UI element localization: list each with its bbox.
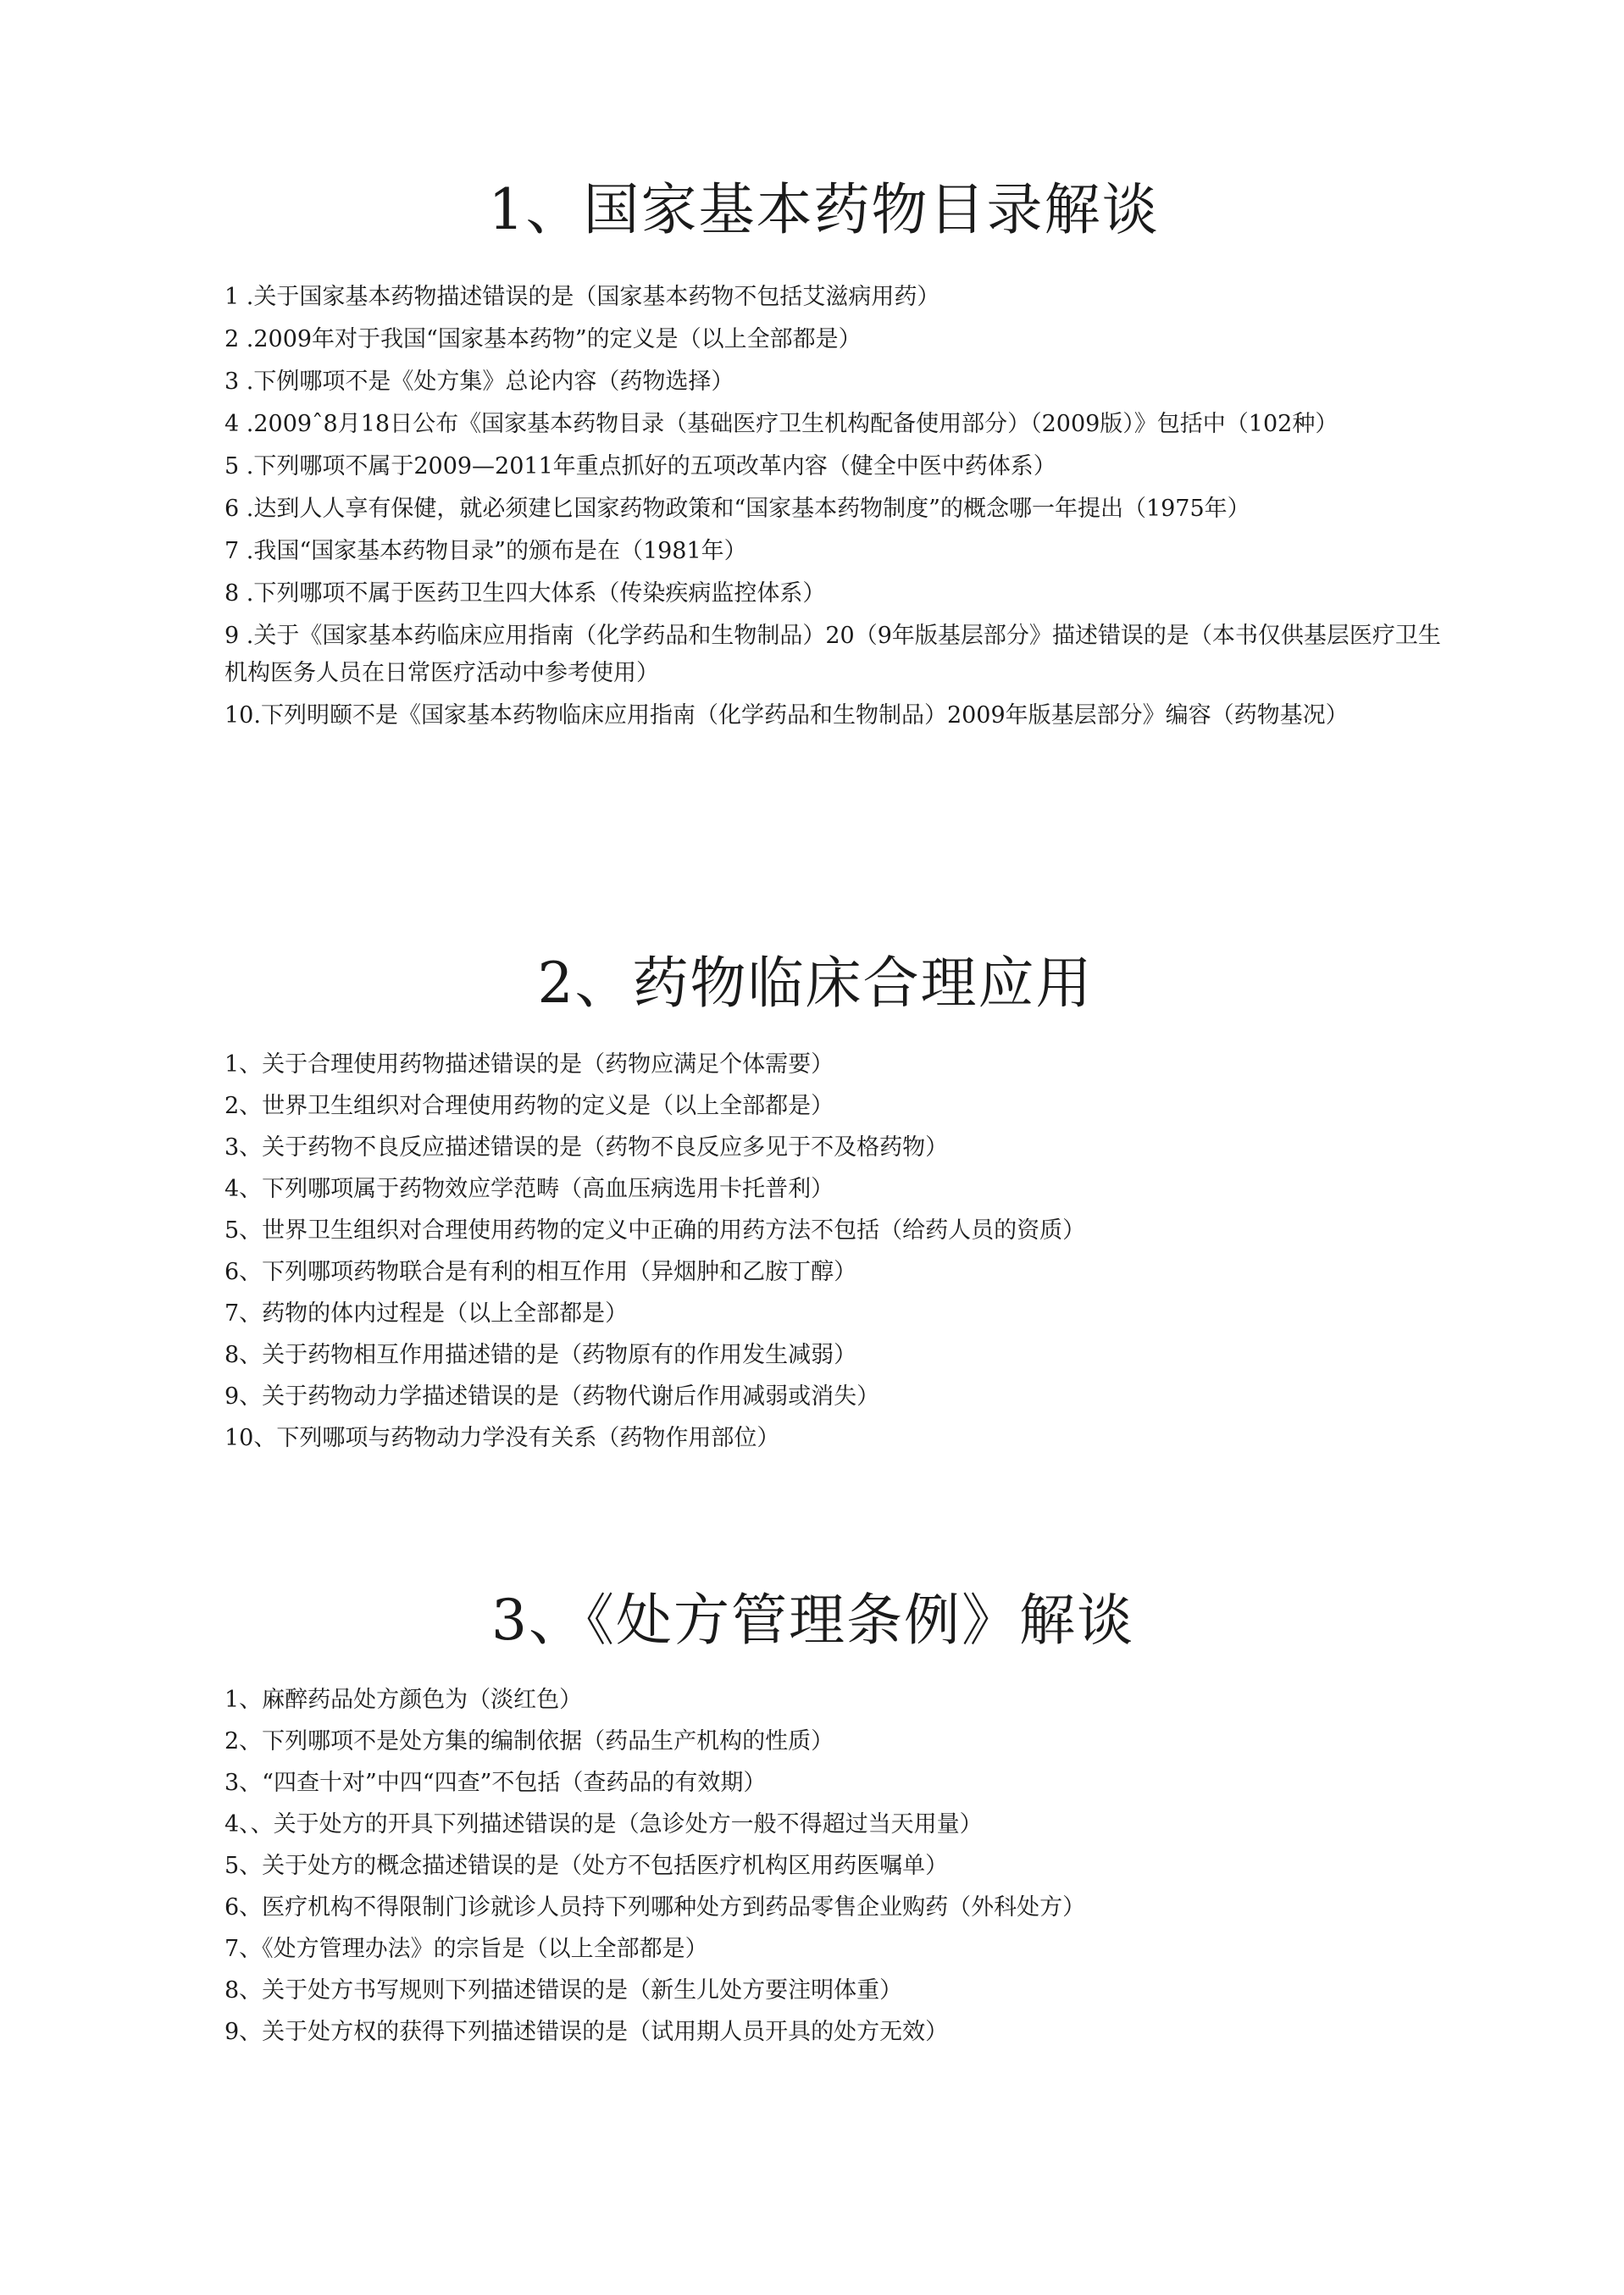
question-list bbox=[0, 1047, 1624, 1456]
question-item: 9 .关于《国家基本药临床应用指南（化学药品和生物制品）20（9年版基层部分》描述错误的是（本书仅供基层医疗卫生机构医务人员在日常医疗活动中参考使用） bbox=[224, 623, 1441, 686]
question-item: 1 .关于国家基本药物描述错误的是（国家基本药物不包括艾滋病用药） bbox=[224, 284, 940, 310]
question-item: 2、下列哪项不是处方集的编制依据（药品生产机构的性质） bbox=[224, 1728, 834, 1755]
question-item: 9、关于处方权的获得下列描述错误的是（试用期人员开具的处方无效） bbox=[224, 2019, 949, 2045]
section-title: 3、《处方管理条例》解谈 bbox=[491, 1588, 1134, 1653]
question-item: 8 .下列哪项不属于医药卫生四大体系（传染疾病监控体系） bbox=[224, 580, 826, 607]
question-item: 6、下列哪项药物联合是有利的相互作用（异烟肿和乙胺丁醇） bbox=[224, 1259, 857, 1285]
question-item: 1、麻醉药品处方颜色为（淡红色） bbox=[224, 1687, 583, 1713]
question-item: 3、关于药物不良反应描述错误的是（药物不良反应多见于不及格药物） bbox=[224, 1134, 949, 1161]
question-item: 10、下列哪项与药物动力学没有关系（药物作用部位） bbox=[224, 1425, 780, 1451]
question-item: 5、关于处方的概念描述错误的是（处方不包括医疗机构区用药医嘱单） bbox=[224, 1853, 949, 1879]
question-item: 2 .2009年对于我国“国家基本药物”的定义是（以上全部都是） bbox=[224, 326, 862, 352]
question-item: 4、下列哪项属于药物效应学范畴（高血压病选用卡托普利） bbox=[224, 1176, 834, 1202]
question-list bbox=[0, 1682, 1624, 2050]
section-basic-drug-list bbox=[0, 172, 1624, 740]
question-item: 6、医疗机构不得限制门诊就诊人员持下列哪种处方到药品零售企业购药（外科处方） bbox=[224, 1894, 1086, 1921]
question-item: 7、《处方管理办法》的宗旨是（以上全部都是） bbox=[224, 1936, 708, 1962]
question-item: 4、、关于处方的开具下列描述错误的是（急诊处方一般不得超过当天用量） bbox=[224, 1811, 983, 1838]
question-item: 6 .达到人人享有保健，就必须建匕国家药物政策和“国家基本药物制度”的概念哪一年提出（1975年） bbox=[224, 496, 1250, 522]
question-item: 10.下列明颐不是《国家基本药物临床应用指南（化学药品和生物制品）2009年版基层部分》编容（药物基况） bbox=[224, 702, 1349, 729]
section-rational-drug-use bbox=[0, 945, 1624, 1462]
question-item: 8、关于药物相互作用描述错的是（药物原有的作用发生减弱） bbox=[224, 1342, 857, 1368]
question-item: 7 .我国“国家基本药物目录”的颁布是在（1981年） bbox=[224, 538, 747, 564]
question-item: 9、关于药物动力学描述错误的是（药物代谢后作用减弱或消失） bbox=[224, 1383, 880, 1410]
question-item: 4 .2009ˆ8月18日公布《国家基本药物目录（基础医疗卫生机构配备使用部分）（2009版）》包括中（102种） bbox=[224, 411, 1339, 437]
question-item: 5、世界卫生组织对合理使用药物的定义中正确的用药方法不包括（给药人员的资质） bbox=[224, 1217, 1086, 1244]
section-title: 1、国家基本药物目录解谈 bbox=[488, 177, 1160, 242]
question-item: 3、“四查十对”中四“四查”不包括（查药品的有效期） bbox=[224, 1770, 767, 1796]
question-item: 1、关于合理使用药物描述错误的是（药物应满足个体需要） bbox=[224, 1051, 834, 1078]
question-item: 3 .下例哪项不是《处方集》总论内容（药物选择） bbox=[224, 369, 734, 395]
question-list bbox=[0, 279, 1624, 735]
question-item: 2、世界卫生组织对合理使用药物的定义是（以上全部都是） bbox=[224, 1093, 834, 1119]
section-title: 2、药物临床合理应用 bbox=[537, 951, 1094, 1016]
question-item: 5 .下列哪项不属于2009—2011年重点抓好的五项改革内容（健全中医中药体系） bbox=[224, 453, 1056, 480]
section-prescription-regulations bbox=[0, 1583, 1624, 2056]
question-item: 7、药物的体内过程是（以上全部都是） bbox=[224, 1300, 629, 1327]
question-item: 8、关于处方书写规则下列描述错误的是（新生儿处方要注明体重） bbox=[224, 1977, 903, 2004]
